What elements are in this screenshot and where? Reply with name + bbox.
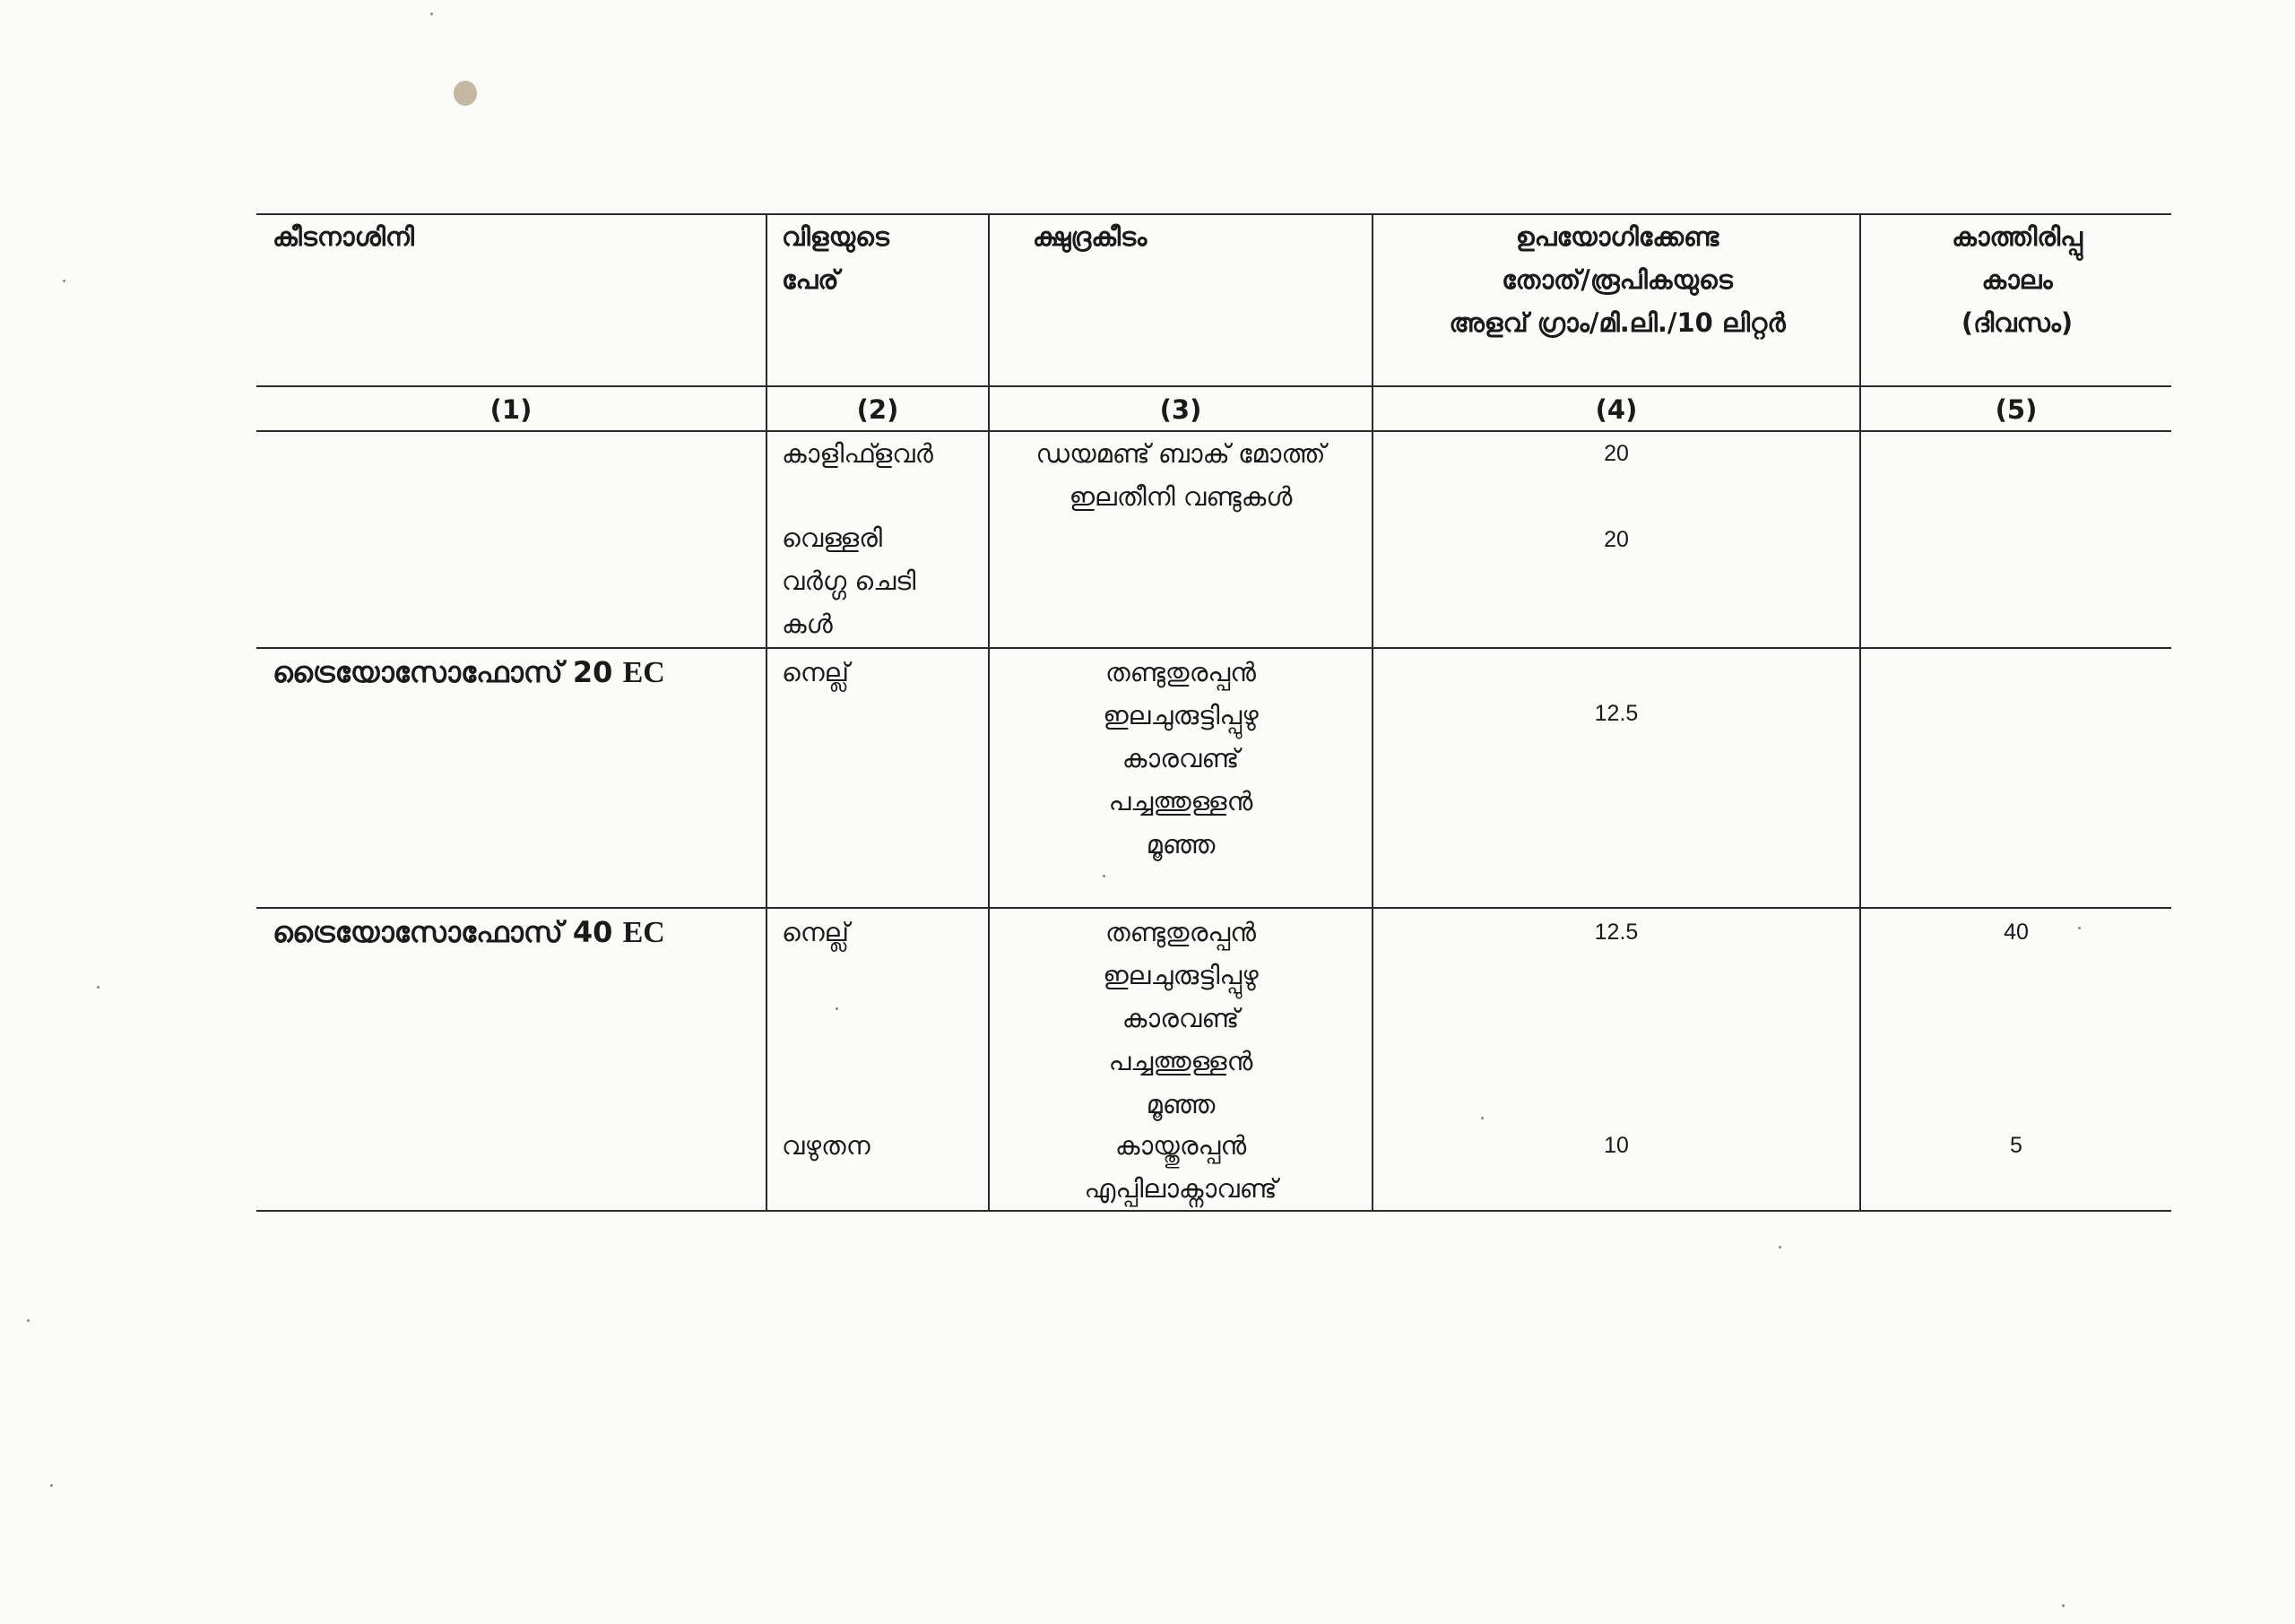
scan-dot <box>1779 1246 1781 1248</box>
header-pest: ക്ഷുദ്രകീടം <box>1033 221 1148 252</box>
table-rule-header <box>256 385 2171 387</box>
index-col1: (1) <box>489 394 533 425</box>
header-waiting-period: കാത്തിരിപ്പു കാലം (ദിവസം) <box>1952 221 2083 338</box>
row2-insecticide-name: ട്രൈയോസോഫോസ് 20 <box>273 655 623 689</box>
scan-dot <box>97 986 100 989</box>
row3-insecticide <box>273 911 757 955</box>
row2-dose: 12.5 <box>1594 701 1639 726</box>
table-col-divider <box>766 213 767 1212</box>
header-crop-name: വിളയുടെ പേര് <box>782 221 889 295</box>
row3-wait-a: 40 <box>2004 920 2029 945</box>
row3-wait-b: 5 <box>2010 1133 2022 1158</box>
row3-crop-paddy: നെല്ല് <box>782 917 850 947</box>
row3-crop-brinjal: വഴുതന <box>782 1130 870 1161</box>
row3-pests-brinjal: കായ്തുരപ്പൻ എപ്പിലാക്നാവണ്ട് <box>1084 1130 1277 1204</box>
row2-insecticide <box>273 651 757 695</box>
scan-dot <box>430 13 433 15</box>
index-col2: (2) <box>856 394 899 425</box>
table-rule-bottom <box>256 1210 2171 1212</box>
row1-crop-cauliflower: കാളിഫ്ളവർ <box>782 438 933 469</box>
insecticide-table <box>256 213 2171 1210</box>
header-dosage: ഉപയോഗിക്കേണ്ട തോത്/രൂപികയുടെ അളവ് ഗ്രാം/മി.ലി./10 ലിറ്റർ <box>1449 221 1786 338</box>
row3-dose-b: 10 <box>1604 1133 1629 1158</box>
row2-pests: തണ്ടുതുരപ്പൻ ഇലചുരുട്ടിപ്പുഴു കാരവണ്ട് പച്ചത്തുള്ളൻ മൂഞ്ഞ <box>1103 657 1259 860</box>
row1-dose-a: 20 <box>1604 441 1629 466</box>
index-col5: (5) <box>1995 394 2038 425</box>
header-insecticide: കീടനാശിനി <box>273 221 414 252</box>
table-col-divider <box>1859 213 1861 1212</box>
scan-dot <box>2062 1604 2065 1607</box>
row3-insecticide-formulation: EC <box>622 916 665 949</box>
scan-dot <box>50 1484 53 1487</box>
row1-pests: ഡയമണ്ട് ബാക് മോത്ത് ഇലതീനി വണ്ടുകൾ <box>1035 438 1326 512</box>
index-col3: (3) <box>1159 394 1202 425</box>
row3-insecticide-name: ട്രൈയോസോഫോസ് 40 <box>273 915 623 949</box>
row3-pests-paddy: തണ്ടുതുരപ്പൻ ഇലചുരുട്ടിപ്പുഴു കാരവണ്ട് പച്ചത്തുള്ളൻ മൂഞ്ഞ <box>1103 917 1259 1119</box>
row2-crop-paddy: നെല്ല് <box>782 657 850 687</box>
scan-dot <box>27 1319 30 1322</box>
row3-dose-a: 12.5 <box>1594 920 1639 945</box>
row2-insecticide-formulation: EC <box>622 656 665 689</box>
table-rule-row2 <box>256 907 2171 909</box>
index-col4: (4) <box>1595 394 1638 425</box>
table-rule-row1 <box>256 647 2171 649</box>
row1-crop-cucurbits: വെള്ളരി വർഗ്ഗ ചെടി കൾ <box>782 523 916 639</box>
row1-dose-b: 20 <box>1604 527 1629 552</box>
scan-speck <box>454 81 477 106</box>
scan-dot <box>63 280 65 282</box>
